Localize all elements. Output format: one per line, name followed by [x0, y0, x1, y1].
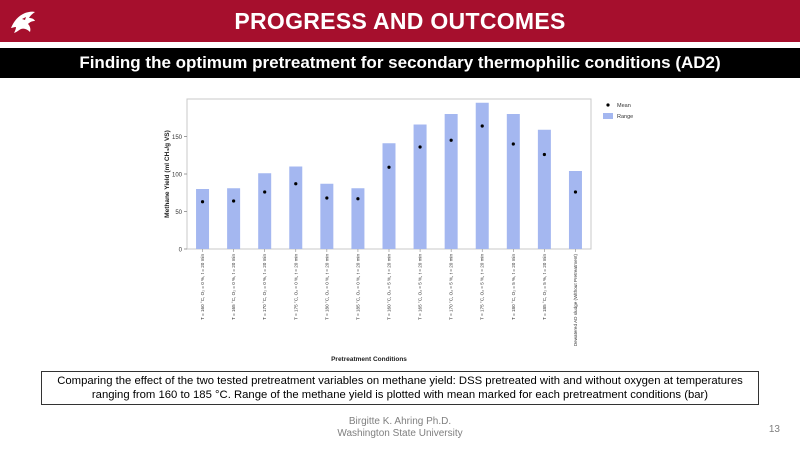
range-bar: [383, 143, 396, 249]
x-tick-label: T = 185 °C, O₂ = 0 %, t = 20 min: [355, 254, 361, 320]
mean-point: [418, 145, 421, 148]
range-bar: [569, 171, 582, 249]
y-axis-label: Methane Yield (ml CH₄/g VS): [164, 130, 171, 218]
slide-title: PROGRESS AND OUTCOMES: [234, 8, 566, 34]
figure-caption: Comparing the effect of the two tested pretreatment variables on methane yield: DSS pretreated with and without oxygen at temperatures ranging from 160 to 185 °C. Range of the methane yield is plotted with mean marked for each pretreatment conditions (bar): [41, 371, 759, 405]
y-tick-label: 50: [175, 210, 182, 216]
mean-point: [543, 153, 546, 156]
x-tick-label: T = 180 °C, O₂ = 5 %, t = 20 min: [510, 254, 516, 320]
y-tick-label: 100: [171, 172, 182, 179]
x-tick-label: T = 175 °C, O₂ = 5 %, t = 20 min: [479, 254, 485, 320]
footer: [300, 416, 500, 440]
y-tick-label: 150: [171, 135, 182, 141]
x-tick-label: Dewatered AD sludge (Without Pretreatment): [572, 254, 578, 347]
range-bar: [538, 130, 551, 249]
mean-point: [201, 200, 204, 203]
legend-range-label: Range: [617, 114, 634, 120]
mean-point: [294, 182, 297, 185]
mean-point: [325, 196, 328, 199]
x-tick-label: T = 165 °C, O₂ = 5 %, t = 20 min: [417, 254, 423, 320]
range-bar: [507, 114, 520, 249]
slide-subtitle: Finding the optimum pretreatment for secondary thermophilic conditions (AD2): [79, 53, 721, 72]
y-tick-label: 0: [178, 247, 182, 254]
subtitle-bar: [0, 48, 800, 78]
range-bar: [258, 173, 271, 249]
mean-point: [512, 142, 515, 145]
range-bar: [414, 125, 427, 250]
range-bar: [445, 114, 458, 249]
mean-point: [450, 139, 453, 142]
x-tick-label: T = 170 °C, O₂ = 5 %, t = 20 min: [448, 254, 454, 320]
mean-point: [481, 124, 484, 127]
legend-mean-label: Mean: [617, 103, 631, 109]
footer-institution: Washington State University: [337, 428, 463, 439]
x-tick-label: T = 165 °C, O₂ = 0 %, t = 20 min: [231, 254, 237, 320]
x-tick-label: T = 160 °C, O₂ = 5 %, t = 20 min: [386, 254, 392, 320]
legend-range-swatch: [603, 113, 613, 119]
mean-point: [232, 199, 235, 202]
range-bar: [227, 188, 240, 249]
x-tick-label: T = 170 °C, O₂ = 0 %, t = 20 min: [262, 254, 268, 320]
mean-point: [356, 197, 359, 200]
x-axis-label: Pretreatment Conditions: [331, 356, 407, 363]
chart-svg: [160, 95, 640, 365]
range-bar: [289, 167, 302, 250]
header-bar: [0, 0, 800, 42]
x-tick-label: T = 180 °C, O₂ = 0 %, t = 20 min: [324, 254, 330, 320]
mean-point: [387, 166, 390, 169]
x-tick-label: T = 160 °C, O₂ = 0 %, t = 20 min: [200, 254, 206, 320]
mean-point: [263, 190, 266, 193]
mean-point: [574, 190, 577, 193]
footer-author: Birgitte K. Ahring Ph.D.: [348, 416, 452, 427]
range-bar: [196, 189, 209, 249]
range-bar: [320, 184, 333, 249]
methane-yield-chart: [160, 95, 640, 365]
page-number: 13: [768, 424, 780, 435]
legend-mean-marker: [606, 103, 609, 106]
x-tick-label: T = 185 °C, O₂ = 5 %, t = 20 min: [541, 254, 547, 320]
x-tick-label: T = 175 °C, O₂ = 0 %, t = 20 min: [293, 254, 299, 320]
